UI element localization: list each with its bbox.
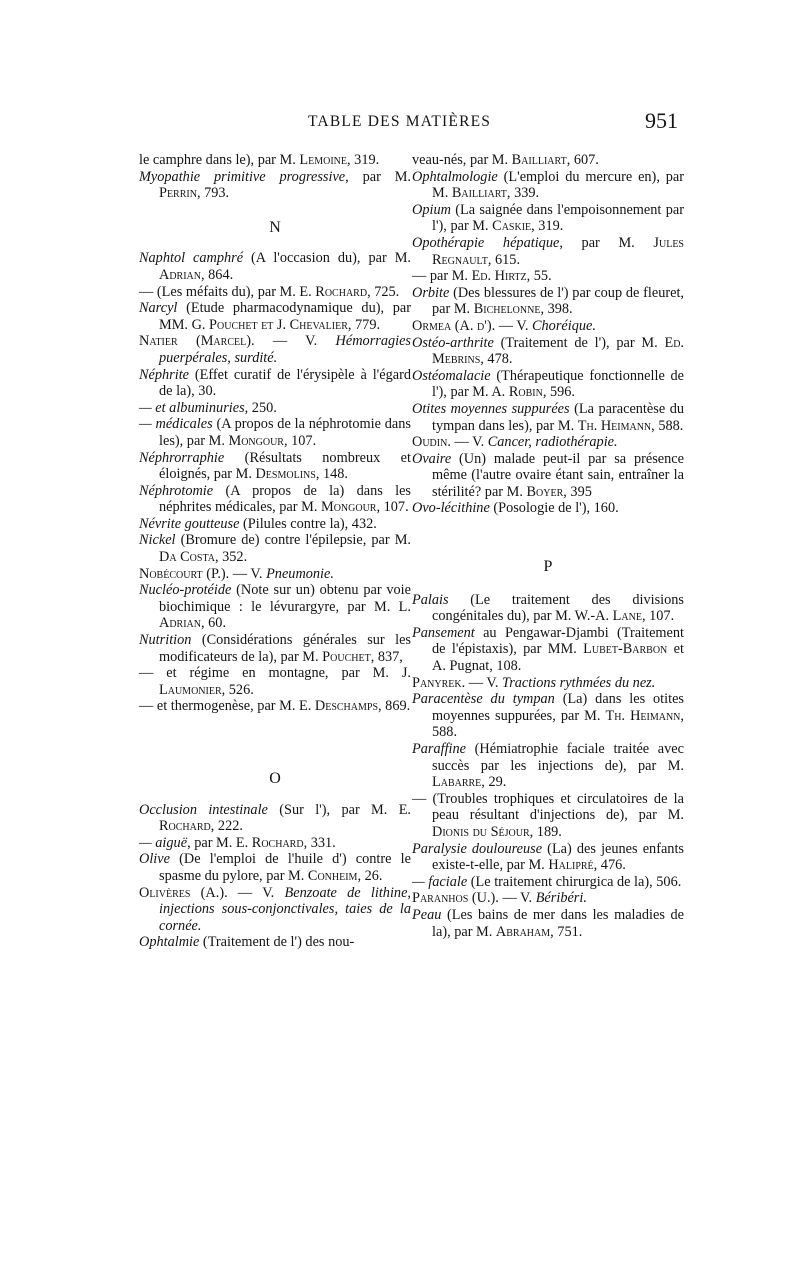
entry-tail: Cancer, radiothérapie. <box>487 434 618 451</box>
entry-text: (La) dans les otites moyennes suppurées, par M. <box>432 691 684 724</box>
entry-tail: , 869. <box>378 698 411 715</box>
right-column <box>412 152 684 940</box>
entry-author: Adrian <box>159 615 201 632</box>
entry-text: (Le traitement chirurgica de la), 506. <box>467 873 682 890</box>
entry-text: — V. <box>498 890 536 907</box>
entry-text: (Effet curatif de l'érysipèle à l'égard de la), 30. <box>159 366 411 400</box>
entry-tail: Choréique. <box>532 317 596 334</box>
entry-text: (Résultats nombreux et éloignés, par M. <box>159 449 411 483</box>
index-entry <box>139 450 411 483</box>
entry-text: , par M. <box>559 234 654 251</box>
entry-tail: , 148. <box>315 466 348 483</box>
index-entry <box>139 516 411 533</box>
entry-author: Labarre <box>432 774 482 791</box>
entry-heading: — <box>139 283 154 300</box>
index-entry <box>139 532 411 565</box>
index-entry <box>412 791 684 841</box>
page-number: 951 <box>645 108 678 133</box>
index-entry <box>139 169 411 202</box>
entry-author: Abraham <box>495 923 551 940</box>
entry-tail: , 864. <box>201 266 234 283</box>
entry-author: Robin <box>508 384 543 401</box>
entry-heading: Nickel <box>139 532 176 549</box>
entry-tail: , 107. <box>283 432 317 449</box>
entry-heading: Ovaire <box>412 450 452 467</box>
entry-heading: Naphtol camphré <box>139 250 244 267</box>
entry-tail: , 478. <box>480 351 513 368</box>
entry-text: (Le traitement des divisions congénitales du), par M. W.-A. <box>432 591 684 625</box>
entry-author: Bichelonne <box>473 301 541 318</box>
index-entry <box>139 400 411 417</box>
index-entry <box>412 268 684 285</box>
entry-heading: Ophtalmie <box>139 934 200 951</box>
entry-text: le camphre dans le), par M. <box>139 152 300 168</box>
entry-heading: Orbite <box>412 284 450 301</box>
entry-text: , 250. <box>244 399 277 416</box>
entry-text: et régime en montagne, par M. J. <box>153 665 411 682</box>
entry-tail: , 395 <box>563 483 592 500</box>
entry-text: (A propos de la néphrotomie dans les), par M. <box>159 416 411 449</box>
entry-heading: Ormea (A. d'). <box>412 317 496 334</box>
entry-text: , par M. <box>345 168 411 185</box>
entry-text: (Note sur un) obtenu par voie biochimique : le lévurargyre, par M. L. <box>159 582 411 615</box>
entry-tail: , 189. <box>529 823 562 840</box>
index-entry <box>139 566 411 583</box>
entry-text: (A l'occasion du), par M. <box>243 250 411 267</box>
left-column <box>139 152 411 951</box>
entry-heading: Névrite goutteuse <box>139 515 240 532</box>
entry-text: (Bromure de) contre l'épilepsie, par M. <box>175 532 411 549</box>
index-entry <box>412 500 684 517</box>
entry-text: (Sur l'), par M. E. <box>267 801 411 818</box>
index-entry <box>412 675 684 692</box>
entry-tail: , 725. <box>367 283 400 300</box>
entry-text: — V. <box>450 434 488 451</box>
entry-tail: , 588. <box>432 707 684 741</box>
entry-heading: — <box>139 665 154 682</box>
entry-tail: , 29. <box>481 774 507 791</box>
entry-text: (Etude pharmacodynamique du), par MM. G. <box>159 300 411 333</box>
entry-text: (De l'emploi de l'huile d') contre le spasme du pylore, par M. <box>159 851 411 884</box>
index-entry <box>139 802 411 835</box>
index-entry <box>139 665 411 698</box>
entry-author: Caskie <box>492 218 532 235</box>
entry-text: (L'emploi du mercure en), par M. <box>432 168 684 202</box>
entry-heading: Paracentèse du tympan <box>412 691 555 708</box>
entry-text: (Considérations générales sur les modificateurs de la), par M. <box>159 632 411 665</box>
entry-tail: , 607. <box>566 152 599 168</box>
entry-author: Halipré <box>548 857 594 874</box>
entry-author: Mongour <box>228 432 284 449</box>
entry-text: (Posologie de l'), 160. <box>489 500 619 517</box>
entry-tail: Benzoate de lithine, injections sous-conjonctivales, taies de la cornée. <box>159 884 411 934</box>
entry-heading: Paralysie douloureuse <box>412 840 543 857</box>
entry-tail: , 779. <box>347 316 381 333</box>
entry-tail: , 588. <box>651 417 684 434</box>
entry-tail: Pneumonie. <box>266 565 334 582</box>
entry-text: , par M. E. <box>187 834 252 851</box>
entry-heading: — <box>412 790 427 807</box>
index-entry <box>139 934 411 951</box>
entry-tail: , 352. <box>214 549 248 566</box>
index-entry <box>139 483 411 516</box>
index-entry <box>412 874 684 891</box>
entry-tail: , 751. <box>550 923 583 940</box>
index-entry <box>412 451 684 501</box>
entry-tail: , 526. <box>221 681 254 698</box>
index-entry <box>412 152 684 169</box>
entry-heading: Ostéomalacie <box>412 367 491 384</box>
entry-author: Th. Heimann <box>605 707 681 724</box>
entry-author: Rochard <box>251 834 304 851</box>
entry-tail: , 615. <box>487 251 521 268</box>
entry-heading: Néphrorraphie <box>139 449 225 466</box>
index-entry <box>139 284 411 301</box>
entry-heading: Narcyl <box>139 300 178 317</box>
entry-author: Adrian <box>159 266 201 283</box>
entry-heading: Opium <box>412 201 451 218</box>
entry-text: (La saignée dans l'empoisonnement par l'), par M. <box>432 201 684 235</box>
index-entry <box>139 582 411 632</box>
entry-heading: Nucléo-protéide <box>139 582 232 599</box>
index-entry <box>412 907 684 940</box>
entry-tail: , 398. <box>540 301 573 318</box>
entry-text: — V. <box>254 333 336 350</box>
entry-tail: , 222. <box>210 818 243 835</box>
section-letter: P <box>543 558 553 576</box>
entry-heading: Natier (Marcel). <box>139 333 255 350</box>
index-entry <box>412 625 684 675</box>
entry-heading: — et albuminuries <box>139 399 245 416</box>
entry-author: Conheim <box>307 867 358 884</box>
index-entry <box>412 235 684 268</box>
entry-heading: — faciale <box>412 873 468 890</box>
entry-heading: Ostéo-arthrite <box>412 334 494 351</box>
index-entry <box>412 741 684 791</box>
entry-heading: — médicales <box>139 416 213 433</box>
entry-heading: Opothérapie hépatique <box>412 234 560 251</box>
index-entry <box>412 401 684 434</box>
entry-tail: , 339. <box>506 185 540 202</box>
index-entry <box>412 434 684 451</box>
entry-text: (A propos de la) dans les néphrites médicales, par M. <box>159 482 411 516</box>
entry-author: Ed. Hirtz <box>471 268 527 285</box>
index-entry <box>139 333 411 366</box>
entry-heading: Occlusion intestinale <box>139 801 268 818</box>
entry-text: (Hémiatrophie faciale traitée avec succès par les injections de), par M. <box>432 741 684 774</box>
entry-heading: Otites moyennes suppurées <box>412 400 570 417</box>
entry-heading: Oudin. <box>412 434 451 451</box>
entry-tail: Tractions rythmées du nez. <box>502 674 656 691</box>
index-entry <box>139 851 411 884</box>
index-entry <box>139 835 411 852</box>
entry-tail: , 331. <box>303 834 336 851</box>
entry-heading: Pansement <box>412 624 475 641</box>
entry-heading: Ophtalmologie <box>412 168 498 185</box>
entry-author: Lane <box>612 608 642 625</box>
entry-author: Pouchet et J. Chevalier <box>209 316 348 333</box>
entry-text: (Thérapeutique fonctionnelle de l'), par M. A. <box>432 367 684 401</box>
entry-author: Deschamps <box>314 698 379 715</box>
entry-author: Dionis du Séjour <box>432 823 530 840</box>
index-entry <box>139 152 411 169</box>
section-letter: O <box>269 770 281 787</box>
entry-text: (Traitement de l') des nou- <box>199 934 355 951</box>
entry-author: Rochard <box>315 283 368 300</box>
entry-text: (Les méfaits du), par M. E. <box>153 283 316 300</box>
entry-tail: , 793. <box>196 185 230 202</box>
index-entry <box>412 368 684 401</box>
entry-heading: — aiguë <box>139 834 188 851</box>
entry-tail: , 107. <box>376 499 409 516</box>
entry-text: — V. <box>495 317 532 334</box>
index-entry <box>139 416 411 449</box>
index-entry <box>139 885 411 935</box>
index-entry <box>139 632 411 665</box>
entry-author: Rochard <box>159 818 211 835</box>
entry-tail: Béribéri. <box>535 890 587 907</box>
entry-tail: Hémorragies puerpérales, surdité. <box>159 333 411 366</box>
index-entry <box>412 318 684 335</box>
index-entry <box>412 335 684 368</box>
entry-tail: , 837, <box>370 648 403 665</box>
entry-author: Perrin <box>159 185 197 202</box>
section-letter: N <box>269 218 281 236</box>
running-title: TABLE DES MATIÈRES <box>308 113 492 130</box>
entry-heading: Néphrite <box>139 366 190 383</box>
entry-heading: — <box>139 698 154 715</box>
entry-author: Bailliart <box>451 185 507 202</box>
entry-text: — V. <box>465 674 503 691</box>
entry-heading: Nutrition <box>139 632 192 649</box>
index-entry <box>412 890 684 907</box>
entry-heading: Ovo-lécithine <box>412 500 490 517</box>
entry-heading: Nobécourt (P.). <box>139 565 230 582</box>
entry-author: Laumonier <box>159 681 222 698</box>
entry-heading: Panyrek. <box>412 674 466 691</box>
entry-tail: , 107. <box>641 608 675 625</box>
entry-text: veau-nés, par M. <box>412 152 512 168</box>
entry-text: au Pengawar-Djambi (Traitement de l'épistaxis), par MM. <box>432 624 684 658</box>
entry-text: (Un) malade peut-il par sa présence même (l'autre ovaire étant sain, entraîner la stérilité? par M. <box>432 450 684 500</box>
entry-heading: Néphrotomie <box>139 482 214 499</box>
entry-tail: , 60. <box>201 615 227 632</box>
index-entry <box>139 300 411 333</box>
entry-text: — V. <box>229 565 267 582</box>
index-entry <box>412 169 684 202</box>
entry-text: — V. <box>227 884 285 901</box>
index-entry <box>412 592 684 625</box>
entry-heading: Myopathie primitive progressive <box>139 168 346 185</box>
entry-author: Th. Heimann <box>577 417 652 434</box>
entry-text: (Les bains de mer dans les maladies de la), par M. <box>432 906 684 940</box>
entry-text: (Pilules contre la), 432. <box>239 515 377 532</box>
entry-text: (La paracentèse du tympan dans les), par M. <box>432 400 684 434</box>
entry-author: Jules Regnault <box>432 234 684 268</box>
entry-author: Mongour <box>320 499 377 516</box>
entry-text: (Traitement de l'), par M. <box>493 334 665 351</box>
index-entry <box>412 202 684 235</box>
index-entry <box>412 285 684 318</box>
entry-text: et thermogenèse, par M. E. <box>153 698 315 715</box>
entry-heading: Olive <box>139 851 170 868</box>
entry-text: (La) des jeunes enfants existe-t-elle, par M. <box>432 840 684 874</box>
entry-heading: Olivères (A.). <box>139 884 228 901</box>
index-entry <box>139 367 411 400</box>
entry-tail: , 55. <box>526 268 552 285</box>
index-entry <box>412 841 684 874</box>
entry-tail: , 476. <box>593 857 626 874</box>
index-entry <box>139 698 411 715</box>
entry-author: Ed. Mebrins <box>432 334 684 368</box>
entry-text: par M. <box>426 268 472 285</box>
entry-tail: et A. Pugnat, 108. <box>432 641 684 675</box>
entry-author: Lemoine <box>299 152 348 168</box>
entry-heading: Peau <box>412 906 442 923</box>
entry-tail: , 596. <box>542 384 575 401</box>
entry-author: Pouchet <box>322 648 371 665</box>
entry-tail: , 26. <box>357 867 383 884</box>
entry-author: Boyer <box>526 483 564 500</box>
entry-text: (Troubles trophiques et circulatoires de la peau résultant d'injections de), par M. <box>426 790 684 824</box>
entry-heading: Paranhos (U.). <box>412 890 499 907</box>
index-entry <box>412 691 684 741</box>
entry-author: Bailliart <box>511 152 567 168</box>
entry-tail: , 319. <box>347 152 380 168</box>
entry-author: Da Costa <box>159 549 215 566</box>
entry-text: (Des blessures de l') par coup de fleuret, par M. <box>432 284 684 318</box>
entry-heading: Palais <box>412 591 449 608</box>
index-entry <box>139 250 411 283</box>
entry-author: Lubet-Barbon <box>583 641 668 658</box>
entry-tail: , 319. <box>531 218 564 235</box>
entry-heading: Paraffine <box>412 741 467 757</box>
entry-author: Desmolins <box>255 466 316 483</box>
entry-heading: — <box>412 268 427 285</box>
